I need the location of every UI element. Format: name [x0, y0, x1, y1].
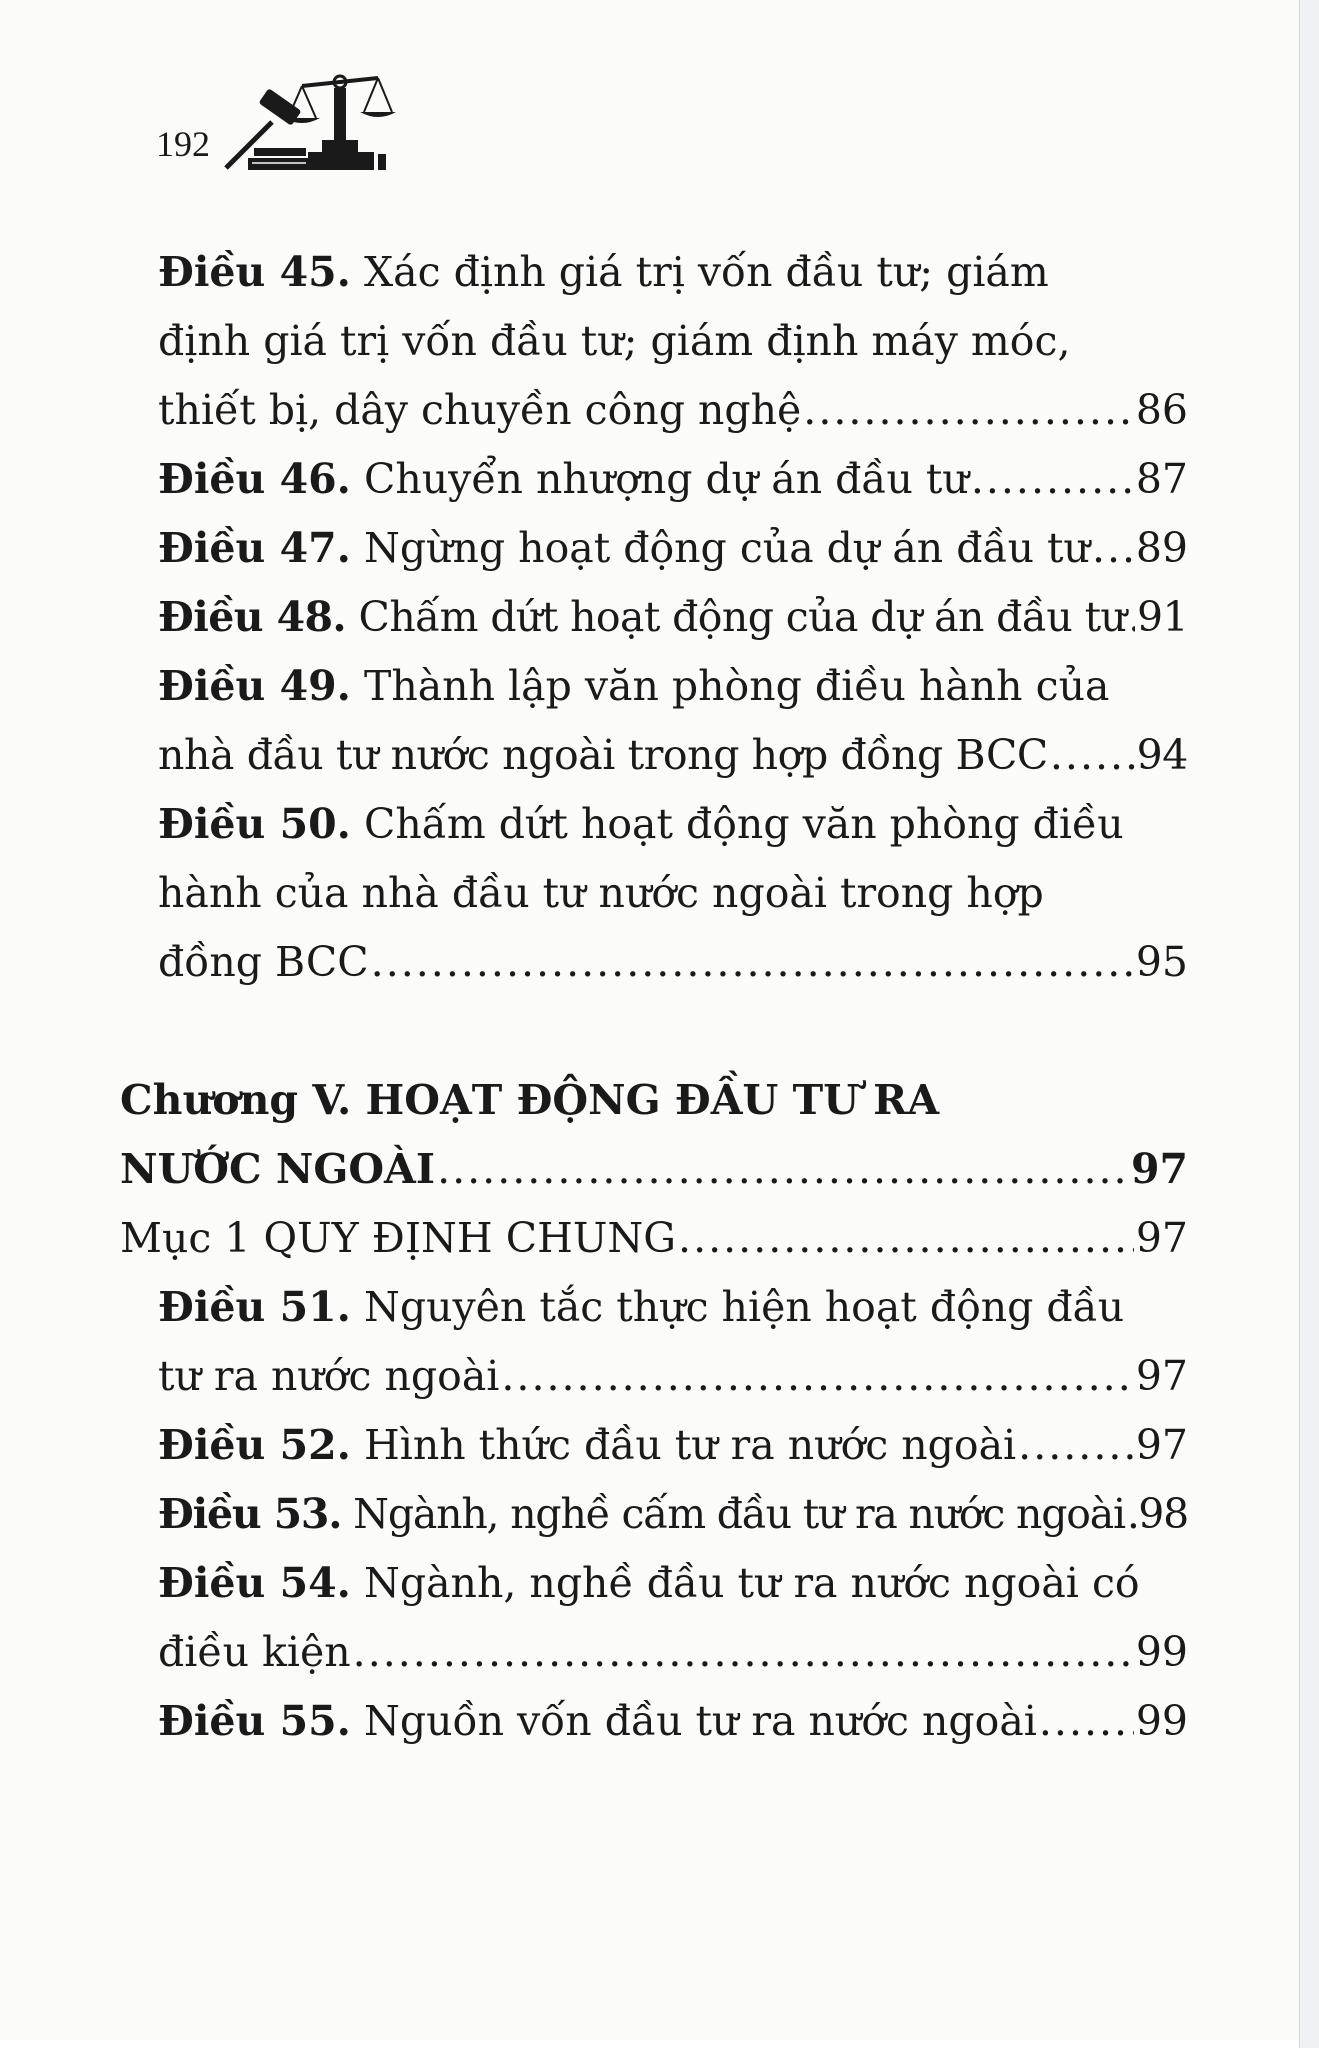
- toc-page-number: 99: [1135, 1628, 1188, 1676]
- toc-page-number: 98: [1138, 1490, 1188, 1538]
- scales-of-justice-gavel-icon: [222, 68, 412, 176]
- dot-leader: [371, 928, 1134, 997]
- toc-entry-number: Điều 47.: [158, 524, 351, 572]
- toc-entry-text: Mục 1 QUY ĐỊNH CHUNG: [120, 1214, 677, 1262]
- toc-entry-text: thiết bị, dây chuyền công nghệ: [158, 386, 802, 434]
- table-of-contents: [120, 238, 1188, 1756]
- toc-page-number: 97: [1135, 1352, 1188, 1400]
- toc-entry-dieu-45[interactable]: [158, 238, 1188, 307]
- toc-entry-text: Ngành, nghề đầu tư ra nước ngoài có: [363, 1559, 1140, 1607]
- toc-entry-dieu-48[interactable]: [158, 583, 1188, 652]
- toc-entry-text: Xác định giá trị vốn đầu tư; giám: [363, 248, 1049, 296]
- toc-entry-text: Chuyển nhượng dự án đầu tư: [363, 455, 969, 503]
- dot-leader: [1128, 583, 1135, 652]
- toc-entry-number: Điều 51.: [158, 1283, 351, 1331]
- toc-page-number: 87: [1135, 455, 1188, 503]
- toc-entry-dieu-49[interactable]: [158, 652, 1188, 721]
- toc-entry-text: Ngừng hoạt động của dự án đầu tư: [363, 524, 1090, 572]
- toc-entry-text: Nguyên tắc thực hiện hoạt động đầu: [363, 1283, 1125, 1331]
- dot-leader: [1092, 514, 1134, 583]
- toc-entry-dieu-55[interactable]: [158, 1687, 1188, 1756]
- toc-entry-continuation: định giá trị vốn đầu tư; giám định máy móc,: [158, 317, 1071, 365]
- toc-section-muc-1[interactable]: [120, 1204, 1188, 1273]
- toc-entry-text: Chấm dứt hoạt động văn phòng điều: [363, 800, 1124, 848]
- dot-leader: [1127, 1480, 1136, 1549]
- toc-entry-number: Điều 54.: [158, 1559, 351, 1607]
- toc-entry-number: Điều 52.: [158, 1421, 351, 1469]
- toc-entry-text: Chấm dứt hoạt động của dự án đầu tư: [358, 593, 1127, 641]
- toc-page-number: 97: [1135, 1214, 1188, 1262]
- toc-page-number: 86: [1135, 386, 1188, 434]
- toc-entry-number: Điều 50.: [158, 800, 351, 848]
- dot-leader: [1039, 1687, 1134, 1756]
- page-header: [156, 66, 412, 176]
- toc-entry-text: Nguồn vốn đầu tư ra nước ngoài: [363, 1697, 1037, 1745]
- toc-entry-text: NƯỚC NGOÀI: [120, 1145, 436, 1193]
- toc-entry-last-line: [158, 928, 1188, 997]
- toc-page-number: 89: [1135, 524, 1188, 572]
- toc-page-number: 91: [1137, 593, 1188, 641]
- dot-leader: [353, 1618, 1134, 1687]
- toc-page-number: 97: [1135, 1421, 1188, 1469]
- dot-leader: [1018, 1411, 1134, 1480]
- toc-chapter-5-heading[interactable]: Chương V. HOẠT ĐỘNG ĐẦU TƯ RA: [120, 1076, 939, 1124]
- page-number: 192: [156, 124, 210, 164]
- toc-entry-dieu-51[interactable]: [158, 1273, 1188, 1342]
- toc-entry-text: Thành lập văn phòng điều hành của: [363, 662, 1110, 710]
- toc-entry-text: nhà đầu tư nước ngoài trong hợp đồng BCC: [158, 731, 1048, 779]
- toc-entry-dieu-46[interactable]: [158, 445, 1188, 514]
- dot-leader: [971, 445, 1134, 514]
- dot-leader: [1050, 721, 1135, 790]
- dot-leader: [678, 1204, 1134, 1273]
- toc-entry-number: Điều 46.: [158, 455, 351, 503]
- dot-leader: [437, 1135, 1129, 1204]
- toc-entry-continuation: hành của nhà đầu tư nước ngoài trong hợp: [158, 869, 1044, 917]
- toc-page-number: 99: [1135, 1697, 1188, 1745]
- toc-entry-dieu-50[interactable]: [158, 790, 1188, 859]
- toc-entry-text: Hình thức đầu tư ra nước ngoài: [363, 1421, 1017, 1469]
- toc-entry-dieu-53[interactable]: [158, 1480, 1188, 1549]
- dot-leader: [501, 1342, 1133, 1411]
- toc-entry-last-line: [158, 1618, 1188, 1687]
- toc-entry-last-line: [158, 721, 1188, 790]
- toc-entry-number: Điều 45.: [158, 248, 351, 296]
- toc-entry-text: đồng BCC: [158, 938, 369, 986]
- page-edge: [1299, 0, 1319, 2048]
- toc-entry-dieu-52[interactable]: [158, 1411, 1188, 1480]
- toc-page-number: 95: [1135, 938, 1188, 986]
- toc-entry-number: Điều 49.: [158, 662, 351, 710]
- toc-entry-last-line: [158, 376, 1188, 445]
- toc-entry-dieu-54[interactable]: [158, 1549, 1188, 1618]
- toc-entry-number: Điều 53.: [158, 1490, 342, 1538]
- dot-leader: [803, 376, 1134, 445]
- toc-entry-last-line: [158, 1342, 1188, 1411]
- toc-entry-number: Điều 55.: [158, 1697, 351, 1745]
- toc-entry-text: Ngành, nghề cấm đầu tư ra nước ngoài: [353, 1490, 1125, 1538]
- toc-chapter-5-last-line: [120, 1135, 1188, 1204]
- toc-entry-number: Điều 48.: [158, 593, 347, 641]
- toc-entry-text: điều kiện: [158, 1628, 351, 1676]
- toc-entry-dieu-47[interactable]: [158, 514, 1188, 583]
- toc-entry-text: tư ra nước ngoài: [158, 1352, 500, 1400]
- toc-page-number: 94: [1136, 731, 1188, 779]
- toc-page-number: 97: [1130, 1145, 1188, 1193]
